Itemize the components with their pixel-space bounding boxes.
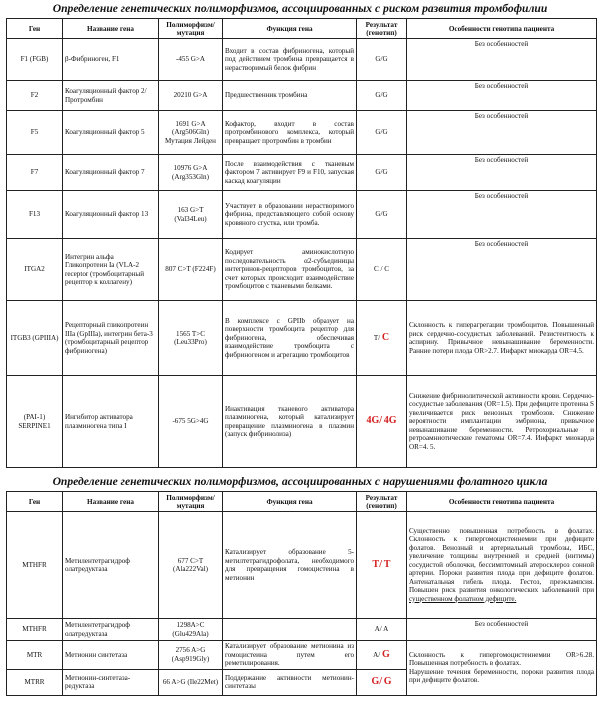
function-cell: После взаимодействия с тканевым фактором 7 активирует F9 и F10, запуская каскад коагуляции [223,155,357,191]
header-result: Результат (генотип) [357,492,407,512]
notes-line-1: Склонность к гипергомоцистеинемии OR>6.28. Повышенная потребность в фолатах. [409,650,594,668]
notes-cell: Без особенностей [407,619,597,641]
mutation-cell: 66 A>G (Ile22Met) [159,669,223,695]
function-cell: Входит в состав фибриногена, который под действием тромбина превращается в нерастворимый белок фибрин [223,39,357,81]
table-row [7,39,597,81]
notes-cell: Без особенностей [407,111,597,155]
gene-name-cell: Метионин-синтетаза-редуктаза [63,669,159,695]
notes-cell: Без особенностей [407,191,597,239]
result-cell: G/G [357,111,407,155]
gene-cell: F2 [7,81,63,111]
gene-name-cell: Ингибитор активатора плазминогена типа I [63,376,159,468]
gene-name-cell: Метилентетрагидроф олатредуктаза [63,512,159,619]
header-function: Функция гена [223,492,357,512]
function-cell [223,619,357,641]
gene-cell: F1 (FGB) [7,39,63,81]
mutation-cell: 1565 T>C (Leu33Pro) [159,301,223,376]
table-header-row [7,19,597,39]
mutation-cell: 10976 G>A (Arg353Gln) [159,155,223,191]
result-cell [357,641,407,670]
notes-cell: Склонность к гиперагрегации тромбоцитов. Повышенный риск сердечно-сосудистых заболеваний. Резистентность к аспирину. Привычное невынашивание беременности. Ранние потери плода OR>2.7. Инфаркт миокарда OR=4.5. [407,301,597,376]
table-row [7,512,597,619]
result-cell [357,669,407,695]
gene-name-cell: Интегрин альфа Гликопротеин Ia (VLA-2 receptor (тромбоцитарный рецептор к коллагену) [63,239,159,301]
result-allele-1: T/ [372,558,382,570]
function-cell: Инактивация тканевого активатора плазминогена, который катализирует превращение плазминогена в плазмин (запуск фибринолиза) [223,376,357,468]
header-mutation: Полиморфизм/ мутация [159,492,223,512]
mutation-cell: -455 G>A [159,39,223,81]
function-cell: Кодирует аминокислотную последовательность α2-субъединицы интегринов-рецепторов тромбоцитов, за счет которых происходит взаимодействие тромбоцитов с тканевыми белками. [223,239,357,301]
header-mutation: Полиморфизм/ мутация [159,19,223,39]
header-notes: Особенности генотипа пациента [407,19,597,39]
notes-cell [407,512,597,619]
gene-cell: MTRR [7,669,63,695]
table-row [7,111,597,155]
notes-text: Существенно повышенная потребность в фолатах. Склонность к гипергомоцистеинемии при дефиците фолатов. Венозный и артериальный тромбозы, ИБС, увеличение толщины внутренней и средней (интимы) сосудистой оболочки, бессимптомный атеросклероз сонной артерии. Пороки развития плода при дефиците фолатов. Антенатальная гибель плода. Гестоз, преэклампсия. Повышен риск развития онкологических заболеваний при [409,526,594,595]
table-row [7,239,597,301]
gene-name-cell: Метионин синтетаза [63,641,159,670]
gene-cell: F7 [7,155,63,191]
result-cell: G/G [357,155,407,191]
function-cell: Катализирует образование 5-метилтетрагидрофолата, необходимого для превращения гомоцистеина в метионин [223,512,357,619]
gene-name-cell: Коагуляционный фактор 13 [63,191,159,239]
section2-title: Определение генетических полиморфизмов, ассоциированных с нарушениями фолатного цикла [52,475,548,488]
notes-underlined-text: существенном фолатном дефиците. [409,594,517,603]
function-cell: Кофактор, входит в состав протромбинового комплекса, который превращает протромбин в тромбин [223,111,357,155]
result-allele-2: G [382,648,390,660]
table-row [7,376,597,468]
gene-cell: MTR [7,641,63,670]
notes-line-2: Нарушение течения беременности, пороки развития плода при дефиците фолатов. [409,667,594,685]
result-allele-1: A/ [373,650,381,659]
gene-cell: MTHFR [7,619,63,641]
result-allele-2: G [383,675,392,687]
function-cell: Поддержание активности метионин-синтетазы [223,669,357,695]
table-row [7,301,597,376]
gene-cell: F5 [7,111,63,155]
gene-name-cell: Коагуляционный фактор 2/ Протромбин [63,81,159,111]
notes-cell: Без особенностей [407,39,597,81]
mutation-cell: 20210 G>A [159,81,223,111]
mutation-cell: 1691 G>A (Arg506Gln) Мутация Лейден [159,111,223,155]
mutation-cell: -675 5G>4G [159,376,223,468]
mutation-cell: 807 C>T (F224F) [159,239,223,301]
folate-cycle-table [6,491,597,696]
result-cell: G/G [357,81,407,111]
result-cell: C / C [357,239,407,301]
header-result: Результат (генотип) [357,19,407,39]
result-cell [357,301,407,376]
function-cell: В комплексе с GPIIb образует на поверхности тромбоцита рецептор для фибриногена, обеспечивая взаимодействие тромбоцита с фибриногеном и агрегацию тромбоцитов [223,301,357,376]
function-cell: Участвует в образовании нерастворимого фибрина, представляющего собой основу кровяного сгустка, или тромба. [223,191,357,239]
gene-name-cell: Рецепторный гликопротеин IIIa (GpIIIa), интегрин бета-3 (тромбоцитарный рецептор фибриногена) [63,301,159,376]
mutation-cell: 1298A>C (Glu429Ala) [159,619,223,641]
header-gene: Ген [7,492,63,512]
table-row [7,641,597,670]
mutation-cell: 163 G>T (Val34Leu) [159,191,223,239]
gene-cell: F13 [7,191,63,239]
result-allele-2: 4G [383,415,397,427]
section1-title: Определение генетических полиморфизмов, ассоциированных с риском развития тромбофилии [52,2,548,15]
table-row [7,619,597,641]
mutation-cell: 677 C>T (Ala222Val) [159,512,223,619]
gene-name-cell: β-Фибриноген, F1 [63,39,159,81]
notes-cell: Без особенностей [407,81,597,111]
notes-cell: Без особенностей [407,155,597,191]
result-cell: A/ A [357,619,407,641]
result-allele-1: G/ [371,675,382,687]
result-allele-1: 4G/ [366,415,382,427]
gene-name-cell: Метилентетрагидроф олатредуктаза [63,619,159,641]
table-row [7,191,597,239]
table-row [7,81,597,111]
header-gene-name: Название гена [63,19,159,39]
gene-name-cell: Коагуляционный фактор 7 [63,155,159,191]
result-allele-2: C [381,331,390,343]
header-gene-name: Название гена [63,492,159,512]
notes-cell: Снижение фибринолитической активности крови. Сердечно-сосудистые заболевания (OR=1.5). При дефиците протеина S увеличивается риск венозных тромбозов. Снижение вероятности имплантации эмбриона, привычное невынашивание беременности. Ретрохориальные и ретроамниотические гематомы OR=7.4. Инфаркт миокарда OR=4. 5. [407,376,597,468]
result-allele-2: T [383,558,391,570]
function-cell: Предшественник тромбина [223,81,357,111]
function-cell: Катализирует образование метионина из гомоцистеина путем его реметилирования. [223,641,357,670]
notes-cell [407,641,597,696]
gene-cell: ITGB3 (GPIIIA) [7,301,63,376]
result-cell: G/G [357,39,407,81]
mutation-cell: 2756 A>G (Asp919Gly) [159,641,223,670]
header-notes: Особенности генотипа пациента [407,492,597,512]
table-header-row [7,492,597,512]
thrombophilia-table [6,18,597,468]
result-cell: G/G [357,191,407,239]
notes-cell: Без особенностей [407,239,597,301]
gene-cell: (PAI-1) SERPINE1 [7,376,63,468]
table-row [7,155,597,191]
result-cell [357,512,407,619]
result-allele-1: T/ [373,333,381,342]
header-gene: Ген [7,19,63,39]
result-cell [357,376,407,468]
header-function: Функция гена [223,19,357,39]
gene-name-cell: Коагуляционный фактор 5 [63,111,159,155]
gene-cell: ITGA2 [7,239,63,301]
gene-cell: MTHFR [7,512,63,619]
